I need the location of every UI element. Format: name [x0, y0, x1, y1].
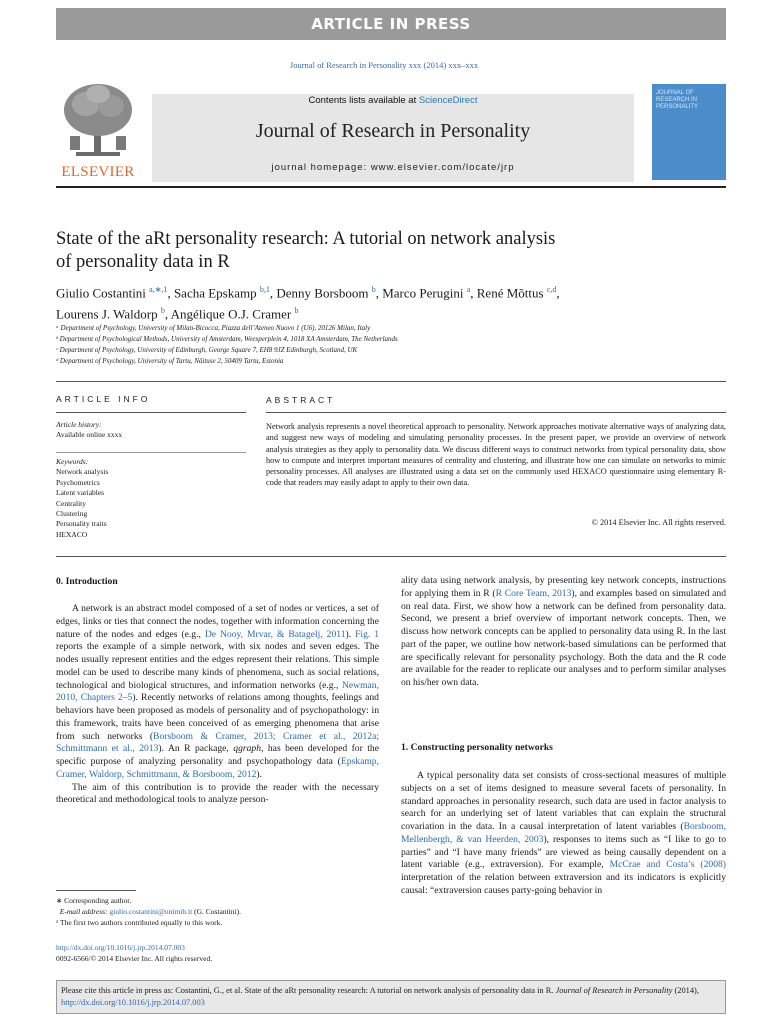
keyword: Centrality — [56, 498, 86, 508]
right-column-body-2 — [401, 770, 726, 898]
citation-link[interactable]: Epskamp, Cramer, Waldorp, Schmittmann, & Borsboom, 2012 — [56, 756, 379, 780]
author-name: Lourens J. Waldorp — [56, 306, 158, 322]
history-label: Article history: — [56, 420, 102, 429]
affiliation: ᵈ Department of Psychology, University of Tartu, Näituse 2, 50409 Tartu, Estonia — [56, 357, 284, 365]
paragraph: ality data using network analysis, by presenting key network concepts, instructions for applying them in R (R Core Team, 2013), and examples based on simulated and on real data. First, we show how a network can be defined from personality data. Second, we present a brief overview of important network concepts. Then, we discuss how network concepts can be applied to personality data using R. In the last part of the paper, we outline how network-based simulations can be performed that are specifically relevant for personality psychology. Both the data and the R code are available for the reader to replicate our analyses and to perform similar analyses on his/her own data. — [401, 575, 726, 688]
equal-contribution-note: ¹ The first two authors contributed equally to this work. — [56, 918, 223, 927]
author-line-1: Giulio Costantini $^{a,∗,1}$, Sacha Epskamp $^{b,1}$, Denny Borsboom $^b$, Marco Perugini $^a$, René Mõttus $^{c,d}$, — [56, 285, 560, 301]
citation-link[interactable]: Borsboom & Cramer, 2013; Cramer et al., 2012a; Schmittmann et al., 2013 — [56, 730, 380, 755]
keyword: Personality traits — [56, 519, 107, 529]
author-affiliation-mark[interactable]: b — [294, 306, 299, 316]
author-name: Giulio Costantini — [56, 285, 146, 301]
contents-line — [152, 94, 634, 108]
footnotes — [56, 895, 386, 928]
issn-line: 0092-6566/© 2014 Elsevier Inc. All rights reserved. — [56, 954, 213, 963]
citation-box: Please cite this article in press as: Costantini, G., et al. State of the aRt personality research: A tutorial on network analysis of personality data in R. Journal of Research in Personality (2014), http://dx.doi.org/10.1016/j.jrp.2014.07.003 — [56, 980, 726, 1014]
author-line-2: Lourens J. Waldorp $^b$, Angélique O.J. Cramer $^b$ — [56, 306, 299, 322]
author-name: René Mõttus — [476, 285, 544, 301]
sciencedirect-link[interactable]: ScienceDirect — [418, 95, 478, 106]
publisher-name: ELSEVIER — [61, 164, 135, 180]
citation-doi-link[interactable]: http://dx.doi.org/10.1016/j.jrp.2014.07.003 — [61, 998, 205, 1007]
author-name: Marco Perugini — [382, 285, 464, 301]
affiliation: ᵃ Department of Psychology, University of Milan-Bicocca, Piazza dell’Ateneo Nuovo 1 (U6), 20126 Milan, Italy — [56, 324, 371, 332]
journal-header — [56, 80, 726, 184]
title-line-2: of personality data in R — [56, 252, 230, 272]
keyword: Psychometrics — [56, 477, 100, 487]
citation-link[interactable]: R Core Team, 2013 — [495, 587, 572, 599]
keyword: Latent variables — [56, 488, 105, 498]
journal-title: Journal of Research in Personality — [255, 120, 531, 142]
divider — [56, 556, 726, 557]
keyword: Clustering — [56, 509, 88, 519]
divider — [56, 412, 246, 413]
journal-cover-image — [652, 84, 726, 180]
author-affiliation-mark[interactable]: a,∗,1 — [149, 285, 168, 294]
paragraph: The aim of this contribution is to provide the reader with the necessary theoretical and methodological tools to analyze person- — [56, 781, 379, 806]
author-affiliation-mark[interactable]: b — [160, 306, 165, 316]
affiliation: ᶜ Department of Psychology, University of Edinburgh, George Square 7, EH8 9JZ Edinburgh, Scotland, UK — [56, 346, 358, 354]
figure-link[interactable]: Fig. 1 — [355, 628, 380, 640]
journal-ref-link[interactable]: Journal of Research in Personality xxx (2014) xxx–xxx — [289, 60, 479, 70]
keywords-label: Keywords: — [56, 457, 89, 466]
keyword: HEXACO — [56, 529, 88, 539]
email-link[interactable]: giulio.costantini@unimib.it — [109, 907, 193, 916]
paragraph: A typical personality data set consists of cross-sectional measures of multiple subjects on a set of items designed to measure several facets of personality. In standard approaches in personality research, such data are used in factor analysis to search for an underlying set of latent variables that can explain the structural covariation in the data. In a causal interpretation of latent variables (Borsboom, Mellenbergh, & van Heerden, 2003), responses to items such as “I like to go to parties” and “I have many friends” are viewed as being causally dependent on a latent variable (e.g., extraversion). For example, McCrae and Costa’s (2008) interpretation of the relation between extraversion and its indicators is explicitly causal: “extraversion causes party-going behavior in — [401, 770, 727, 896]
contents-prefix: Contents lists available at — [308, 95, 419, 106]
keywords-block — [56, 457, 246, 540]
abstract-copyright: © 2014 Elsevier Inc. All rights reserved. — [591, 518, 726, 527]
doi-link[interactable]: http://dx.doi.org/10.1016/j.jrp.2014.07.003 — [56, 943, 185, 952]
author-affiliation-mark[interactable]: c,d — [546, 285, 557, 294]
doi-block — [56, 942, 386, 964]
abstract-text: Network analysis represents a novel theoretical approach to personality. Network approaches motivate alternative ways of analyzing data, and suggest new ways of modeling and simulating personality processes. In the present paper, we provide an overview of network analysis strategies as they apply to personality data. We discuss different ways to construct networks from typical personality data, show how to compute and interpret important measures of centrality and clustering, and illustrate how one can simulate on networks to mimic personality processes. All analyses are illustrated using a data set on the commonly used HEXACO questionnaire using elementary R-code that readers may easily adapt to apply to their own data. — [266, 422, 726, 488]
article-title — [56, 228, 656, 274]
author-name: Denny Borsboom — [276, 285, 369, 301]
title-line-1: State of the aRt personality research: A tutorial on network analysis — [56, 229, 556, 249]
affiliation: ᵇ Department of Psychological Methods, University of Amsterdam, Weesperplein 4, 1018 XA Amsterdam, The Netherlands — [56, 335, 398, 343]
left-column-body — [56, 603, 379, 807]
email-note: E-mail address: giulio.costantini@unimib.it (G. Costantini). — [59, 907, 241, 916]
section-heading-constructing: 1. Constructing personality networks — [401, 742, 553, 753]
divider — [56, 381, 726, 382]
keyword: Network analysis — [56, 467, 109, 477]
paragraph: A network is an abstract model composed of a set of nodes or vertices, a set of edges, links or ties that connect the nodes, together with information concerning the nature of the nodes and edges (e.g., De Nooy, Mrvar, & Batagelj, 2011). Fig. 1 reports the example of a simple network, with six nodes and seven edges. The nodes usually represent entities and the edges represent their relations. This simple model can be used to describe many kinds of phenomena, such as social relations, technological and biological structures, and information networks (e.g., Newman, 2010, Chapters 2–5). Recently networks of relations among thoughts, feelings and behaviors have been proposed as models of personality and of psychopathology: in this framework, traits have been conceived of as emerging phenomena that arise from such networks (Borsboom & Cramer, 2013; Cramer et al., 2012a; Schmittmann et al., 2013). An R package, qgraph, has been developed for the specific purpose of analyzing personality and psychopathology data (Epskamp, Cramer, Waldorp, Schmittmann, & Borsboom, 2012). — [56, 603, 380, 780]
cover-title: JOURNAL OF RESEARCH IN PERSONALITY — [656, 90, 699, 110]
citation-link[interactable]: Borsboom, Mellenbergh, & van Heerden, 2003 — [401, 821, 726, 845]
citation-link[interactable]: De Nooy, Mrvar, & Batagelj, 2011 — [204, 628, 346, 640]
citation-journal: Journal of Research in Personality — [555, 986, 673, 995]
abstract-heading: ABSTRACT — [266, 395, 336, 405]
author-affiliation-mark[interactable]: a — [466, 285, 471, 294]
article-in-press-banner: ARTICLE IN PRESS — [56, 8, 726, 40]
citation-link[interactable]: McCrae and Costa’s (2008) — [609, 859, 726, 871]
author-name: Angélique O.J. Cramer — [170, 306, 292, 322]
journal-homepage[interactable]: journal homepage: www.elsevier.com/locate/jrp — [271, 162, 515, 173]
author-affiliation-mark[interactable]: b — [371, 285, 376, 294]
right-column-body — [401, 575, 726, 690]
divider — [266, 412, 726, 413]
footnote-divider — [56, 890, 136, 891]
journal-header-box — [152, 94, 634, 182]
header-divider — [56, 186, 726, 188]
author-affiliation-mark[interactable]: b,1 — [259, 285, 270, 294]
section-heading-introduction: 0. Introduction — [56, 576, 118, 587]
author-name: Sacha Epskamp — [173, 285, 257, 301]
citation-link[interactable]: Newman, 2010, Chapters 2–5 — [56, 679, 379, 704]
author-list — [56, 281, 706, 324]
affiliations — [56, 323, 716, 367]
article-info-heading: ARTICLE INFO — [56, 394, 151, 404]
corresponding-author-note: ∗ Corresponding author. — [56, 896, 132, 905]
article-history — [56, 420, 246, 441]
divider — [56, 452, 246, 453]
history-value: Available online xxxx — [56, 430, 123, 440]
